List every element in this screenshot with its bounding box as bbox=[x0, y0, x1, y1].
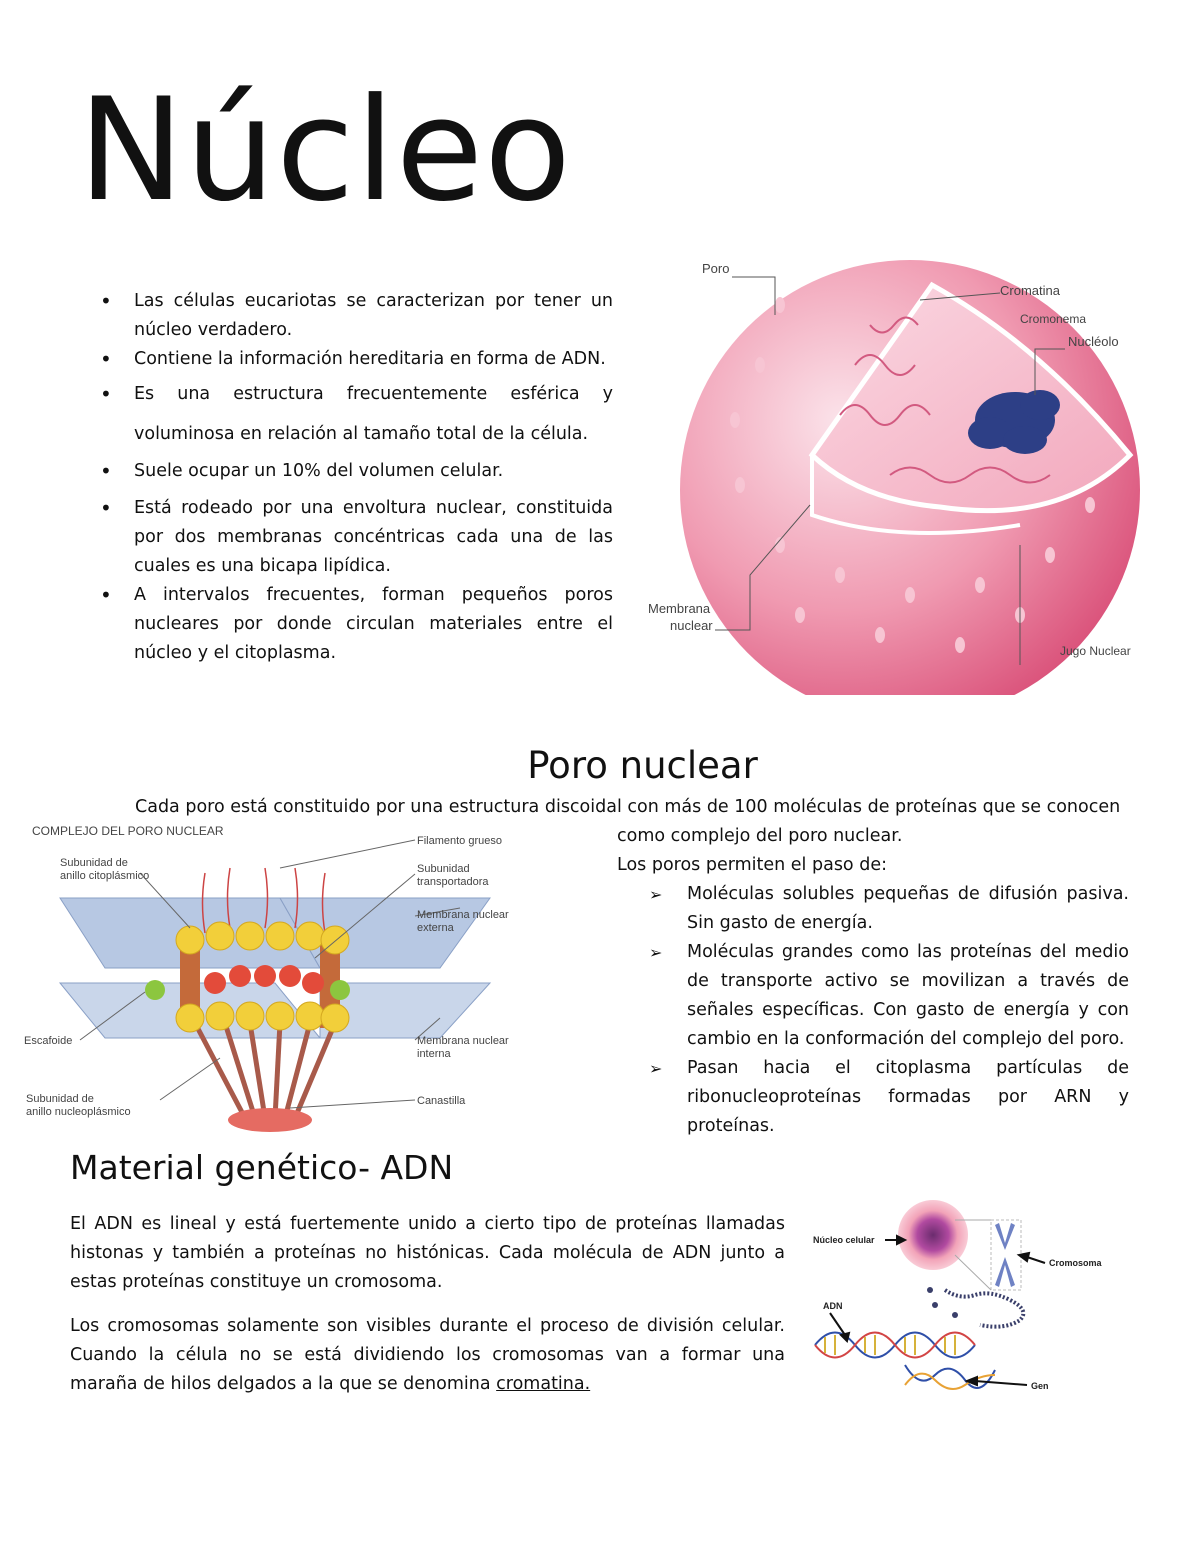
intro-bullet-list bbox=[78, 287, 613, 668]
label-transportadora-2: transportadora bbox=[417, 876, 489, 888]
label-adn: ADN bbox=[823, 1301, 843, 1311]
list-item: • Las células eucariotas se caracterizan por tener un núcleo verdadero. bbox=[78, 287, 613, 345]
label-externa-2: externa bbox=[417, 922, 454, 934]
label-jugo-nuclear: Jugo Nuclear bbox=[1060, 644, 1131, 658]
label-cromonema: Cromonema bbox=[1020, 312, 1087, 326]
section-heading-adn: Material genético- ADN bbox=[70, 1148, 454, 1187]
list-item-continuation: • Suele ocupar un 10% del volumen celular. bbox=[78, 454, 613, 488]
label-cromosoma: Cromosoma bbox=[1049, 1258, 1102, 1268]
label-filamento: Filamento grueso bbox=[417, 835, 502, 847]
pore-intro-continuation: como complejo del poro nuclear. bbox=[617, 826, 903, 846]
label-nuclear: nuclear bbox=[670, 618, 713, 633]
dna-diagram bbox=[805, 1195, 1105, 1440]
list-item: • Está rodeado por una envoltura nuclear, constituida por dos membranas concéntricas cada una de las cuales es una bicapa lipídica. bbox=[78, 494, 613, 581]
label-nucleolo: Nucléolo bbox=[1068, 334, 1119, 349]
cromatina-link[interactable]: cromatina. bbox=[496, 1374, 591, 1394]
label-interna-1: Membrana nuclear bbox=[417, 1035, 509, 1047]
pore-complex-diagram bbox=[20, 818, 545, 1138]
label-membrana: Membrana bbox=[648, 601, 711, 616]
dna-paragraph-2 bbox=[70, 1312, 785, 1399]
label-anillo-nucleo-1: Subunidad de bbox=[26, 1093, 94, 1105]
list-item: ➢ Moléculas solubles pequeñas de difusión pasiva. Sin gasto de energía. bbox=[617, 880, 1129, 938]
label-externa-1: Membrana nuclear bbox=[417, 909, 509, 921]
label-transportadora-1: Subunidad bbox=[417, 863, 470, 875]
nucleus-diagram bbox=[640, 245, 1160, 695]
pore-passage-list bbox=[617, 880, 1129, 1141]
list-item: • A intervalos frecuentes, forman pequeños poros nucleares por donde circulan materiales entre el núcleo y el citoplasma. bbox=[78, 581, 613, 668]
label-cromatina: Cromatina bbox=[1000, 283, 1060, 298]
list-item: ➢ Moléculas grandes como las proteínas del medio de transporte activo se movilizan a través de señales específicas. Con gasto de energía y con cambio en la conformación del complejo del poro. bbox=[617, 938, 1129, 1054]
label-nucleo-celular: Núcleo celular bbox=[813, 1235, 875, 1245]
cell-nucleus bbox=[898, 1200, 968, 1270]
pore-lead: Los poros permiten el paso de: bbox=[617, 855, 887, 875]
dna-paragraph-2-text: Los cromosomas solamente son visibles durante el proceso de división celular. Cuando la célula no se está dividiendo los cromosomas van a formar una maraña de hilos delgados a la que se denomina bbox=[70, 1316, 785, 1394]
page-title: Núcleo bbox=[78, 68, 572, 233]
chromosome bbox=[991, 1220, 1021, 1290]
pore-intro-line: Cada poro está constituido por una estructura discoidal con más de 100 moléculas de proteínas que se conocen bbox=[135, 797, 1121, 817]
label-anillo-nucleo-2: anillo nucleoplásmico bbox=[26, 1106, 131, 1118]
label-anillo-cito-1: Subunidad de bbox=[60, 857, 128, 869]
label-escafoide: Escafoide bbox=[24, 1035, 73, 1047]
dna-paragraph-1: El ADN es lineal y está fuertemente unido a cierto tipo de proteínas llamadas histonas y también a proteínas no histónicas. Cada molécula de ADN junto a estas proteínas constituye un cromosoma. bbox=[70, 1214, 785, 1292]
label-anillo-cito-2: anillo citoplásmico bbox=[60, 870, 150, 882]
label-gen: Gen bbox=[1031, 1381, 1049, 1391]
label-interna-2: interna bbox=[417, 1048, 451, 1060]
label-canastilla: Canastilla bbox=[417, 1095, 466, 1107]
label-poro: Poro bbox=[702, 261, 730, 276]
list-item: • Es una estructura frecuentemente esférica y voluminosa en relación al tamaño total de la célula. bbox=[78, 374, 613, 454]
list-item: • Contiene la información hereditaria en forma de ADN. bbox=[78, 345, 613, 374]
list-item: ➢ Pasan hacia el citoplasma partículas de ribonucleoproteínas formadas por ARN y proteínas. bbox=[617, 1054, 1129, 1141]
section-heading-poro: Poro nuclear bbox=[527, 744, 758, 787]
label-pore-title: COMPLEJO DEL PORO NUCLEAR bbox=[32, 824, 224, 838]
